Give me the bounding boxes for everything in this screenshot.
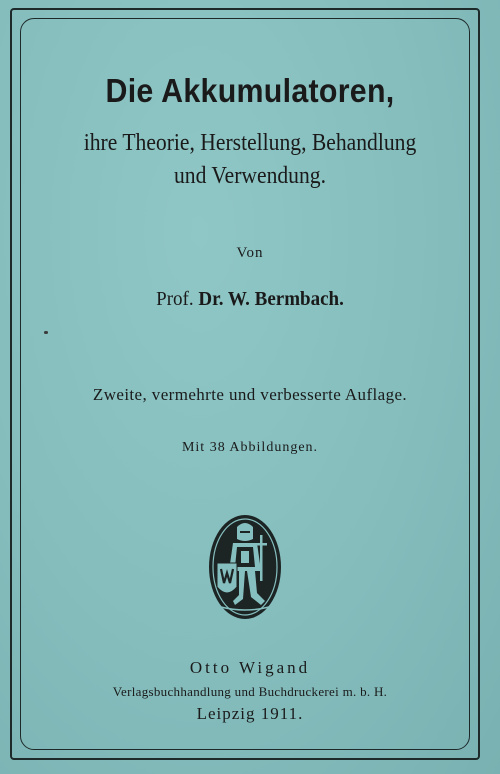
publisher-name: Otto Wigand: [189, 658, 311, 677]
by-label: Von: [236, 245, 264, 261]
subtitle-line-1: ihre Theorie, Herstellung, Behandlung: [83, 130, 417, 156]
book-title: Die Akkumulatoren,: [105, 72, 395, 109]
author-name: Dr. W. Bermbach.: [198, 288, 344, 310]
author: [13, 288, 488, 311]
publisher-knight-emblem-icon: [207, 513, 283, 621]
ink-speck: [44, 331, 48, 334]
inner-border: [20, 18, 470, 750]
author-prefix: Prof.: [156, 288, 194, 310]
illustrations-note: Mit 38 Abbildungen.: [181, 440, 319, 455]
place-and-year: Leipzig 1911.: [196, 704, 304, 723]
edition-note: Zweite, vermehrte und verbesserte Auflage.: [92, 385, 408, 404]
publisher-detail: Verlagsbuchhandlung und Buchdruckerei m. b. H.: [112, 684, 388, 699]
subtitle-line-2: und Verwendung.: [174, 163, 326, 189]
